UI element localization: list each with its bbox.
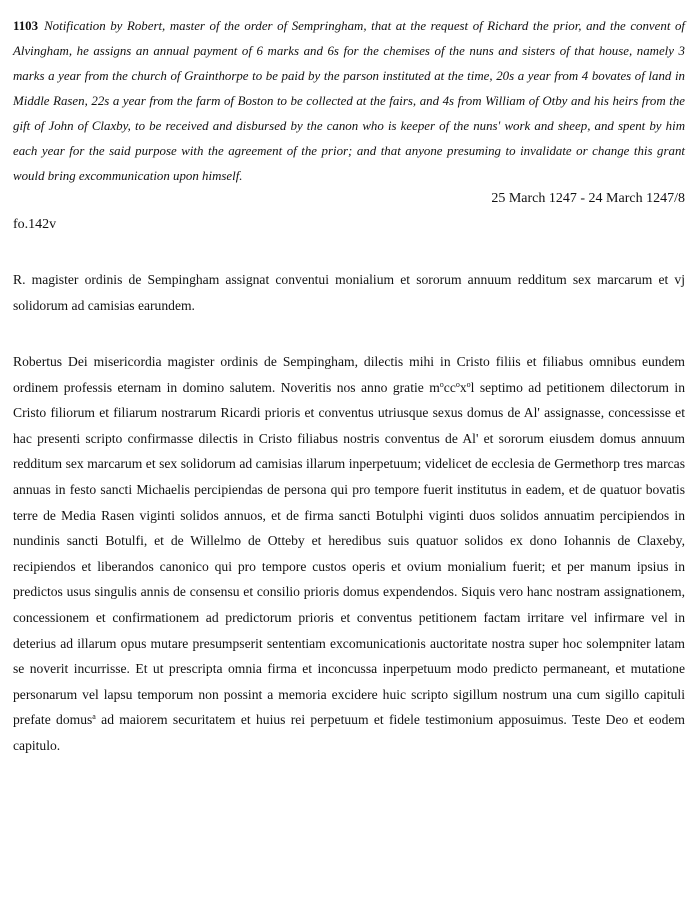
charter-text-part-5: ad maiorem securitatem et huius rei perpetuum et fidele testimonium apposuimus. Teste Deo et eodem capitulo. bbox=[13, 712, 685, 753]
charter-text-part-4: l septimo ad petitionem dilectorum in Cristo filiorum et filiarum nostrarum Ricardi prioris et conventus utriusque sexus domus de Al' assignasse, concessisse et hac presenti scripto confirmasse dilectis in Cristo filiabus nostris conventus de Al' et sororum eiusdem domus annuum redditum sex marcarum et sex solidorum ad camisias illarum inperpetuum; videlicet de ecclesia de Germethorp tres marcas annuas in festo sancti Michaelis percipiendas de persona qui pro tempore fuerit institutus in eadem, et de quatuor bovatis terre de Media Rasen viginti solidos annuos, et de firma sancti Botulphi viginti duos solidos annuatim percipiendos in nundinis sancti Botulfi, et de Willelmo de Otteby et heredibus suis quatuor solidos ex dono Iohannis de Claxeby, recipiendos et liberandos canonico qui pro tempore custos operis et ovium monialium fuerit; et per manum ipsius in predictos usus singulis annis de consensu et consilio prioris domus expendendos. Siquis vero hanc nostram assignationem, concessionem et confirmationem ad predictorum prioris et conventus petitionem factam irritare vel infirmare vel in deterius ad illarum opus mutare presumpserit sententiam excomunicationis auctoritate nostra super hoc solempniter latam se noverit incurrisse. Et ut prescripta omnia firma et inconcussa inperpetuum modo predicto permaneant, et mutatione personarum vel lapsu temporum non possint a memoria excidere huic scripto sigillum nostrum una cum sigillo capituli prefate domus bbox=[13, 379, 685, 728]
rubric-text: R. magister ordinis de Sempingham assignat conventui monialium et sororum annuum redditum sex marcarum et vj solidorum ad camisias earundem. bbox=[13, 272, 685, 313]
entry-date: 25 March 1247 - 24 March 1247/8 bbox=[491, 191, 685, 206]
charter-text-part-1: Robertus Dei misericordia magister ordinis de Sempingham, dilectis mihi in Cristo filiis et filiabus omnibus eundem ordinem professis eternam in domino salutem. Noveritis nos anno gratie m bbox=[13, 354, 685, 395]
charter-text bbox=[13, 349, 685, 759]
entry-summary bbox=[13, 14, 685, 189]
summary-text: Notification by Robert, master of the order of Sempringham, that at the request of Richard the prior, and the convent of Alvingham, he assigns an annual payment of 6 marks and 6s for the chemises of the nuns and sisters of that house, namely 3 marks a year from the church of Grainthorpe to be paid by the parson instituted at the time, 20s a year from 4 bovates of land in Middle Rasen, 22s a year from the farm of Boston to be collected at the fairs, and 4s from William of Otby and his heirs from the gift of John of Claxby, to be received and disbursed by the canon who is keeper of the nuns' work and sheep, and spent by him each year for the said purpose with the agreement of the prior; and that anyone presuming to invalidate or change this grant would bring excommunication upon himself. bbox=[13, 19, 685, 183]
entry-number: 1103 bbox=[13, 19, 39, 33]
charter-text-part-2: cc bbox=[443, 379, 456, 395]
superscript-o-1: o bbox=[439, 379, 444, 389]
superscript-o-2: o bbox=[455, 379, 460, 389]
document-page bbox=[13, 14, 685, 759]
footnote-marker-a: a bbox=[92, 712, 96, 722]
superscript-o-3: o bbox=[466, 379, 471, 389]
folio-reference: fo.142v bbox=[13, 217, 57, 232]
charter-text-part-3: x bbox=[459, 379, 467, 395]
